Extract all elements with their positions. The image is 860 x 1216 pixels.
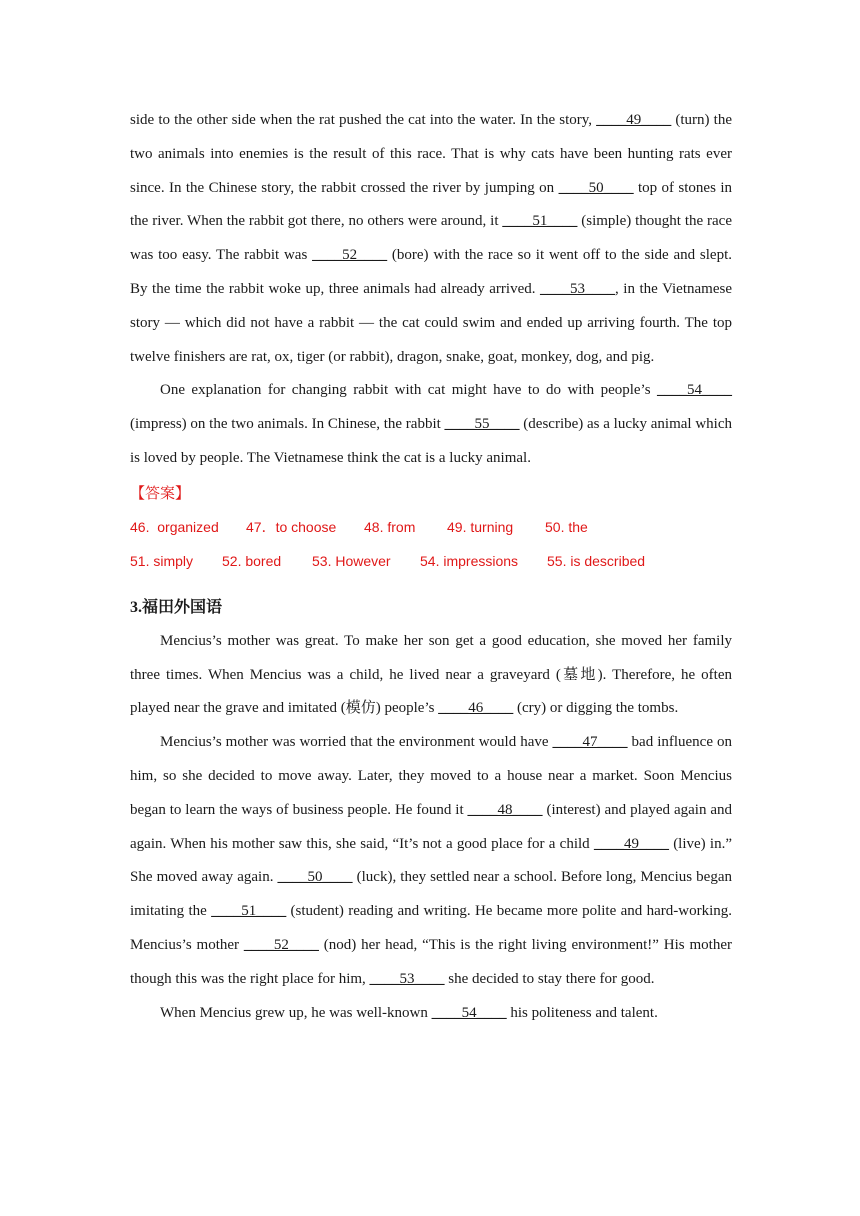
passage-text: (live) in.” She moved away again.: [130, 835, 733, 886]
passage-text: (cry) or digging the tombs.: [513, 700, 679, 717]
answer-item: 50. the: [545, 518, 588, 535]
answer-blank: ____53____: [369, 970, 445, 987]
passage-text: (bore) with the race so it went off to the side and slept. By the time the rabbit woke up, three animals had already arrived.: [130, 247, 732, 297]
passage-text: (impress) on the two animals. In Chinese, the rabbit: [130, 416, 445, 433]
answer-blank: ____52____: [243, 936, 319, 953]
answer-item: 51. simply: [130, 552, 194, 569]
section-title: 3.福田外国语: [130, 598, 223, 616]
passage-text: (student) reading and writing. He became more polite and hard-working. Mencius’s mother: [130, 903, 732, 953]
answer-row-2: [130, 544, 732, 578]
passage-text: (luck), they settled near a school. Before long, Mencius began imitating the: [130, 869, 732, 920]
passage-text: side to the other side when the rat pushed the cat into the water. In the story,: [130, 112, 597, 128]
passage1-paragraph-1: [130, 104, 732, 374]
answer-row-1: [130, 510, 732, 544]
passage-text: she decided to stay there for good.: [444, 970, 655, 987]
answer-blank: ____48____: [467, 801, 543, 818]
section3-paragraph-1: [130, 625, 732, 726]
answer-blank: ____54____: [431, 1004, 507, 1021]
answer-item: 46. organized: [130, 518, 219, 535]
answer-blank: ____49____: [596, 112, 672, 128]
answer-blank: ____53____: [540, 280, 616, 297]
answer-item: 52. bored: [222, 552, 282, 569]
document-content: [130, 104, 732, 1030]
passage-text: (simple) thought the race was too easy. The rabbit was: [130, 213, 732, 264]
answer-blank: ____50____: [558, 179, 634, 196]
passage-text: Mencius’s mother was worried that the environment would have: [160, 734, 553, 751]
answer-blank: ____47____: [552, 734, 628, 751]
passage-text: (interest) and played again and again. When his mother saw this, she said, “It’s not a good place for a child: [130, 801, 733, 852]
passage-text: , in the Vietnamese story — which did not have a rabbit — the cat could swim and ended up arriving fourth. The top twelve finishers are rat, ox, tiger (or rabbit), dragon, snake, goat, monkey, dog, and pig.: [130, 280, 732, 365]
passage-text: (nod) her head, “This is the right living environment!” His mother though this was the right place for him,: [130, 936, 732, 987]
answer-item: 49. turning: [447, 518, 514, 535]
passage-text: One explanation for changing rabbit with cat might have to do with people’s: [160, 382, 657, 399]
passage1-paragraph-2: [130, 374, 732, 475]
answer-blank: ____49____: [593, 835, 669, 852]
answer-blank: ____51____: [502, 213, 578, 230]
section3-paragraph-3: [130, 997, 732, 1031]
answer-heading: 【答案】: [130, 483, 191, 502]
answer-blank: ____54____: [657, 382, 732, 399]
passage-text: his politeness and talent.: [506, 1004, 658, 1021]
section3-paragraph-2: [130, 726, 732, 996]
passage-text: (turn) the two animals into enemies is the result of this race. That is why cats have been hunting rats ever since. In the Chinese story, the rabbit crossed the river by jumping on: [130, 112, 732, 196]
passage-text: Mencius’s mother was great. To make her son get a good education, she moved her family three times. When Mencius was a child, he lived near a graveyard (墓地). Therefore, he often played near the grave and imitated (模仿) people’s: [130, 632, 732, 717]
passage-text: When Mencius grew up, he was well-known: [160, 1004, 432, 1021]
answer-blank: ____52____: [312, 247, 388, 264]
answer-item: 48. from: [364, 518, 416, 535]
answer-item: 54. impressions: [420, 552, 519, 569]
answer-item: 53. However: [312, 552, 391, 569]
answer-blank: ____46____: [438, 700, 514, 717]
answer-item: 47．to choose: [246, 518, 337, 535]
answer-item: 55. is described: [547, 552, 646, 569]
passage-text: (describe) as a lucky animal which is loved by people. The Vietnamese think the cat is a lucky animal.: [130, 416, 732, 466]
answer-blank: ____50____: [277, 869, 353, 886]
answer-blank: ____51____: [211, 903, 287, 920]
spacer: [130, 578, 732, 591]
passage-text: bad influence on him, so she decided to move away. Later, they moved to a house near a market. Soon Mencius began to learn the ways of business people. He found it: [130, 734, 732, 818]
answer-blank: ____55____: [444, 416, 520, 433]
passage-text: top of stones in the river. When the rabbit got there, no others were around, it: [130, 179, 732, 230]
